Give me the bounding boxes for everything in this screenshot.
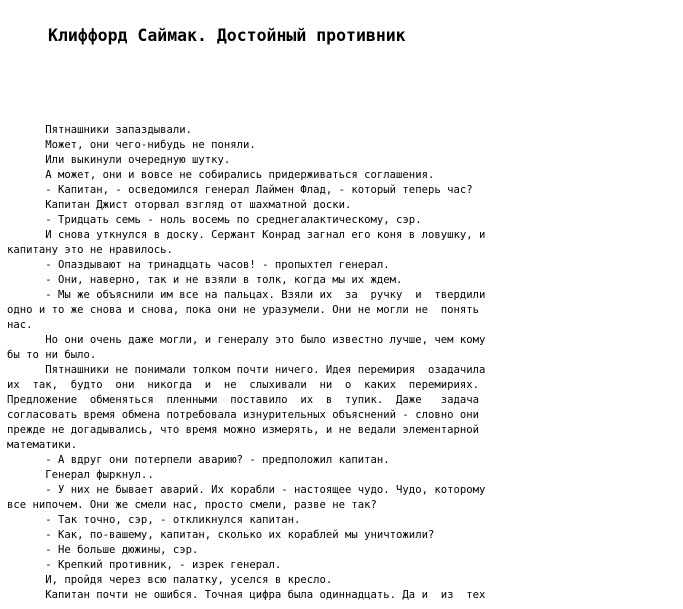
- text-line: их так, будто они никогда и не слыхивали ни о каких перемириях.: [7, 379, 479, 391]
- text-line: И, пройдя через всю палатку, уселся в кресло.: [7, 574, 333, 586]
- document-body: [7, 123, 547, 603]
- text-line: согласовать время обмена потребовала изнурительных объяснений - словно они: [7, 409, 479, 421]
- text-line: - Так точно, сэр, - откликнулся капитан.: [7, 514, 301, 526]
- text-line: - Крепкий противник, - изрек генерал.: [7, 559, 282, 571]
- text-line: - Тридцать семь - ноль восемь по среднегалактическому, сэр.: [7, 214, 422, 226]
- text-line: математики.: [7, 439, 78, 451]
- text-line: Но они очень даже могли, и генералу это было известно лучше, чем кому: [7, 334, 486, 346]
- text-line: - А вдруг они потерпели аварию? - предположил капитан.: [7, 454, 390, 466]
- text-line: - Капитан, - осведомился генерал Лаймен Флад, - который теперь час?: [7, 184, 473, 196]
- text-line: Пятнашники запаздывали.: [7, 124, 192, 136]
- text-line: А может, они и вовсе не собирались придерживаться соглашения.: [7, 169, 435, 181]
- text-line: Капитан почти не ошибся. Точная цифра была одиннадцать. Да и из тех: [7, 589, 486, 601]
- text-line: нас.: [7, 319, 33, 331]
- text-line: - Мы же объяснили им все на пальцах. Взяли их за ручку и твердили: [7, 289, 486, 301]
- text-line: - Они, наверно, так и не взяли в толк, когда мы их ждем.: [7, 274, 403, 286]
- text-line: Пятнашники не понимали толком почти ничего. Идея перемирия озадачила: [7, 364, 486, 376]
- text-line: - У них не бывает аварий. Их корабли - настоящее чудо. Чудо, которому: [7, 484, 486, 496]
- text-line: капитану это не нравилось.: [7, 244, 173, 256]
- text-line: - Опаздывают на тринадцать часов! - пропыхтел генерал.: [7, 259, 390, 271]
- text-line: Капитан Джист оторвал взгляд от шахматной доски.: [7, 199, 352, 211]
- text-line: Может, они чего-нибудь не поняли.: [7, 139, 256, 151]
- text-line: одно и то же снова и снова, пока они не уразумели. Они не могли не понять: [7, 304, 479, 316]
- text-line: - Как, по-вашему, капитан, сколько их кораблей мы уничтожили?: [7, 529, 435, 541]
- text-line: бы то ни было.: [7, 349, 97, 361]
- text-line: Генерал фыркнул..: [7, 469, 154, 481]
- text-line: - Не больше дюжины, сэр.: [7, 544, 199, 556]
- text-line: все нипочем. Они же смели нас, просто смели, разве не так?: [7, 499, 377, 511]
- text-line: Или выкинули очередную шутку.: [7, 154, 231, 166]
- text-line: И снова уткнулся в доску. Сержант Конрад загнал его коня в ловушку, и: [7, 229, 486, 241]
- text-line: Предложение обменяться пленными поставило их в тупик. Даже задача: [7, 394, 479, 406]
- document-title: Клиффорд Саймак. Достойный противник: [48, 26, 406, 45]
- text-line: прежде не догадывались, что время можно измерять, и не ведали элементарной: [7, 424, 479, 436]
